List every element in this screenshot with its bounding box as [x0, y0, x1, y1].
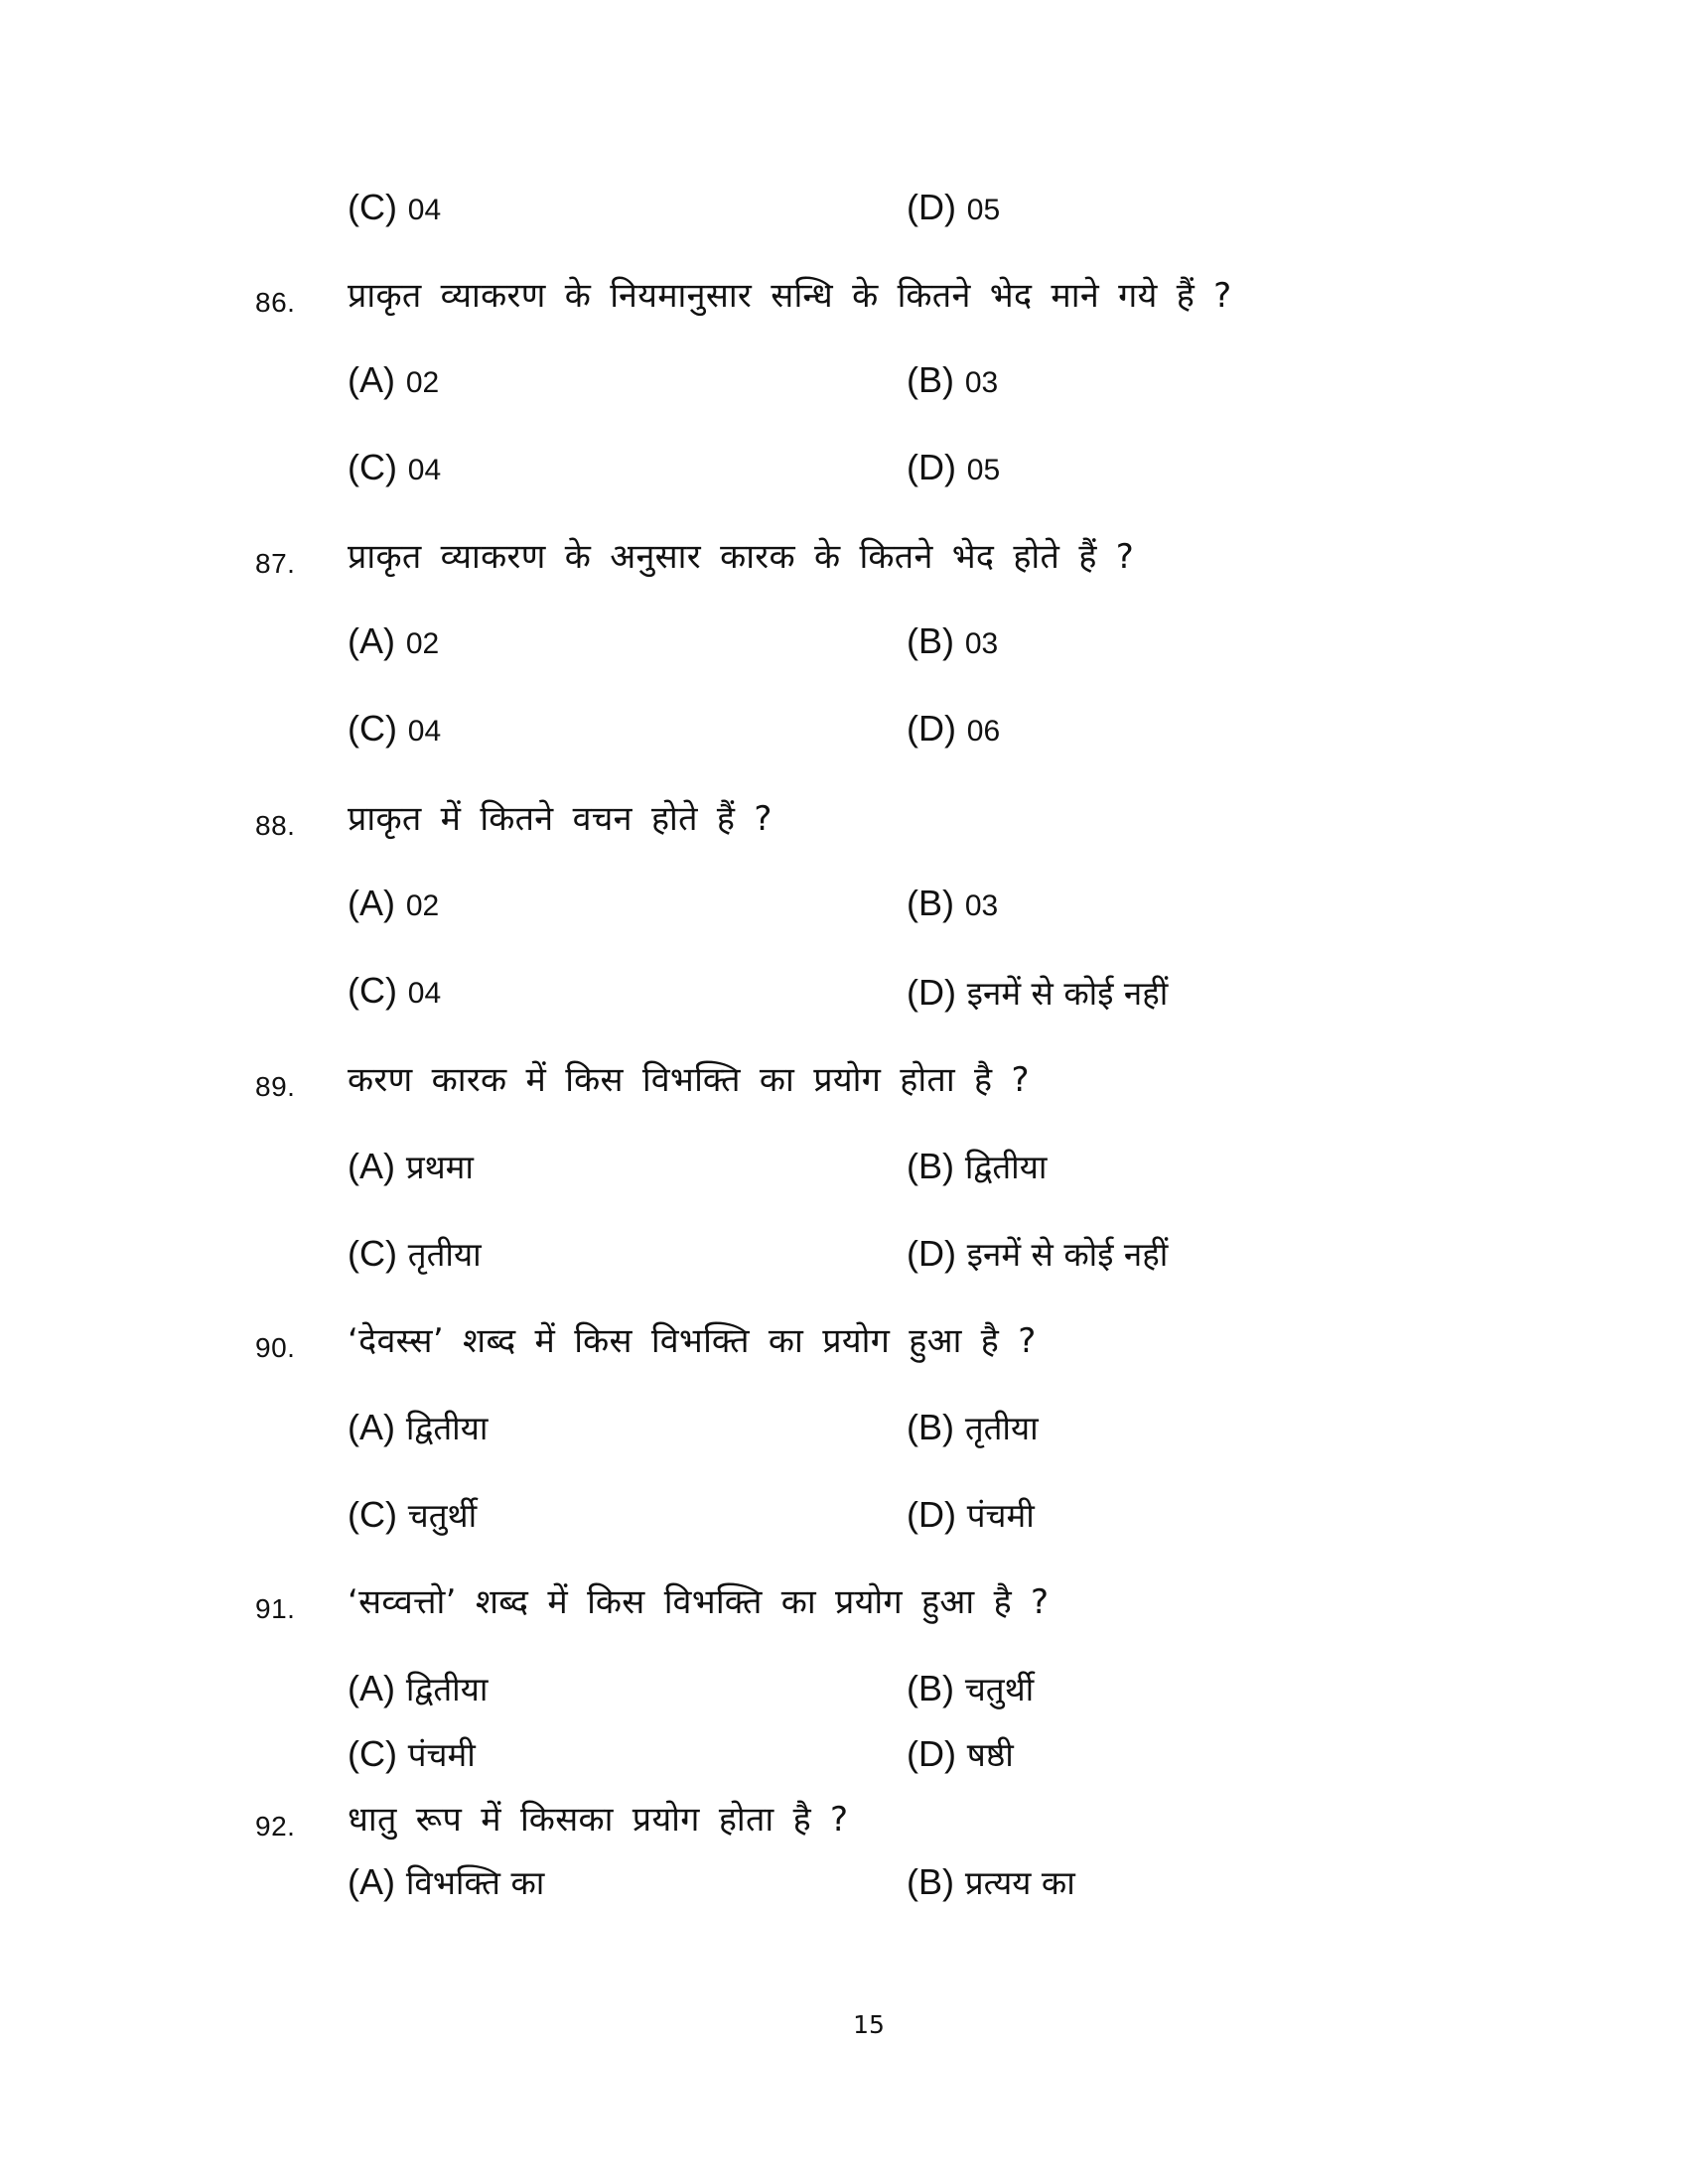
option-label: (A) — [348, 1861, 395, 1902]
question-86 — [0, 271, 1688, 331]
question-92 — [0, 1795, 1688, 1854]
option-value: 03 — [964, 889, 999, 922]
option-label: (D) — [907, 1494, 956, 1535]
option-b — [907, 883, 998, 924]
option-value: चतुर्थी — [964, 1670, 1035, 1708]
option-c — [348, 447, 441, 488]
question-number: 89. — [255, 1071, 296, 1102]
options-row — [0, 708, 1688, 767]
option-a — [348, 1666, 488, 1710]
question-text: ‘सव्वत्तो’ शब्द में किस विभक्ति का प्रयोग हुआ है ? — [348, 1582, 1050, 1622]
question-number: 87. — [255, 548, 296, 579]
option-value: प्रथमा — [405, 1148, 474, 1186]
option-label: (B) — [907, 883, 954, 923]
option-value: 04 — [407, 194, 442, 226]
option-value: 05 — [966, 454, 1001, 486]
option-d — [907, 1231, 1168, 1276]
option-a — [348, 620, 439, 662]
option-value: 02 — [405, 627, 440, 660]
option-label: (B) — [907, 1407, 954, 1447]
option-a — [348, 1405, 488, 1449]
option-label: (B) — [907, 1146, 954, 1186]
question-text: प्राकृत व्याकरण के अनुसार कारक के कितने भेद होते हैं ? — [348, 537, 1135, 577]
option-label: (C) — [348, 1233, 397, 1274]
option-d — [907, 970, 1168, 1015]
option-b — [907, 1144, 1047, 1188]
option-label: (D) — [907, 1233, 956, 1274]
option-value: द्वितीया — [964, 1148, 1048, 1186]
option-label: (A) — [348, 1668, 395, 1708]
option-label: (C) — [348, 970, 397, 1011]
option-a — [348, 1859, 544, 1904]
option-value: तृतीया — [407, 1235, 482, 1274]
option-b — [907, 1859, 1075, 1904]
option-b — [907, 1405, 1039, 1449]
option-label: (D) — [907, 972, 956, 1013]
option-value: 03 — [964, 627, 999, 660]
option-a — [348, 883, 439, 924]
option-label: (C) — [348, 708, 397, 749]
option-c — [348, 708, 441, 750]
option-b — [907, 1666, 1034, 1710]
option-value: विभक्ति का — [405, 1863, 545, 1902]
option-label: (A) — [348, 620, 395, 661]
question-87 — [0, 532, 1688, 592]
option-label: (C) — [348, 187, 397, 227]
options-row — [0, 1231, 1688, 1291]
option-a — [348, 359, 439, 401]
option-label: (B) — [907, 1861, 954, 1902]
option-value: इनमें से कोई नहीं — [966, 974, 1169, 1013]
option-c — [348, 1231, 482, 1276]
option-value: 05 — [966, 194, 1001, 226]
option-c — [348, 1492, 477, 1537]
option-b — [907, 359, 998, 401]
option-d — [907, 1731, 1014, 1776]
option-value: पंचमी — [966, 1496, 1035, 1535]
option-label: (C) — [348, 447, 397, 487]
option-d — [907, 1492, 1035, 1537]
option-c — [348, 1731, 476, 1776]
option-d — [907, 187, 1000, 228]
question-91 — [0, 1577, 1688, 1637]
option-value: 04 — [407, 454, 442, 486]
option-value: 02 — [405, 366, 440, 399]
option-label: (D) — [907, 1733, 956, 1774]
options-row — [0, 970, 1688, 1029]
option-value: चतुर्थी — [407, 1496, 478, 1535]
option-value: इनमें से कोई नहीं — [966, 1235, 1169, 1274]
page-number: 15 — [853, 2010, 885, 2039]
options-row — [0, 1492, 1688, 1552]
options-row — [0, 1731, 1688, 1791]
option-value: 02 — [405, 889, 440, 922]
option-label: (A) — [348, 1146, 395, 1186]
question-number: 86. — [255, 287, 296, 318]
option-label: (A) — [348, 1407, 395, 1447]
option-label: (A) — [348, 359, 395, 400]
options-row — [0, 447, 1688, 506]
option-value: द्वितीया — [405, 1670, 489, 1708]
option-d — [907, 708, 1000, 750]
question-number: 88. — [255, 810, 296, 841]
question-text: ‘देवस्स’ शब्द में किस विभक्ति का प्रयोग हुआ है ? — [348, 1321, 1037, 1361]
options-row — [0, 1859, 1688, 1919]
options-row — [0, 1144, 1688, 1203]
option-value: षष्ठी — [966, 1735, 1014, 1774]
options-row — [0, 1405, 1688, 1464]
question-text: प्राकृत व्याकरण के नियमानुसार सन्धि के कितने भेद माने गये हैं ? — [348, 276, 1232, 316]
option-value: तृतीया — [964, 1409, 1039, 1447]
option-value: 03 — [964, 366, 999, 399]
option-a — [348, 1144, 474, 1188]
question-text: करण कारक में किस विभक्ति का प्रयोग होता है ? — [348, 1060, 1030, 1100]
question-number: 92. — [255, 1811, 296, 1842]
option-value: 04 — [407, 977, 442, 1010]
option-label: (C) — [348, 1494, 397, 1535]
option-label: (D) — [907, 187, 956, 227]
option-value: 04 — [407, 715, 442, 748]
option-label: (B) — [907, 359, 954, 400]
question-88 — [0, 794, 1688, 854]
option-label: (C) — [348, 1733, 397, 1774]
question-text: धातु रूप में किसका प्रयोग होता है ? — [348, 1800, 849, 1840]
option-c — [348, 970, 441, 1012]
option-value: द्वितीया — [405, 1409, 489, 1447]
question-text: प्राकृत में कितने वचन होते हैं ? — [348, 799, 773, 839]
option-label: (D) — [907, 708, 956, 749]
option-label: (D) — [907, 447, 956, 487]
option-value: 06 — [966, 715, 1001, 748]
option-label: (A) — [348, 883, 395, 923]
option-b — [907, 620, 998, 662]
option-d — [907, 447, 1000, 488]
question-number: 91. — [255, 1593, 296, 1624]
question-89 — [0, 1055, 1688, 1115]
option-c — [348, 187, 441, 228]
options-row — [0, 359, 1688, 419]
options-row — [0, 1666, 1688, 1725]
option-value: प्रत्यय का — [964, 1863, 1075, 1902]
carryover-options-row — [0, 187, 1688, 246]
option-label: (B) — [907, 1668, 954, 1708]
question-number: 90. — [255, 1332, 296, 1363]
options-row — [0, 620, 1688, 680]
options-row — [0, 883, 1688, 942]
option-label: (B) — [907, 620, 954, 661]
option-value: पंचमी — [407, 1735, 476, 1774]
question-90 — [0, 1316, 1688, 1376]
